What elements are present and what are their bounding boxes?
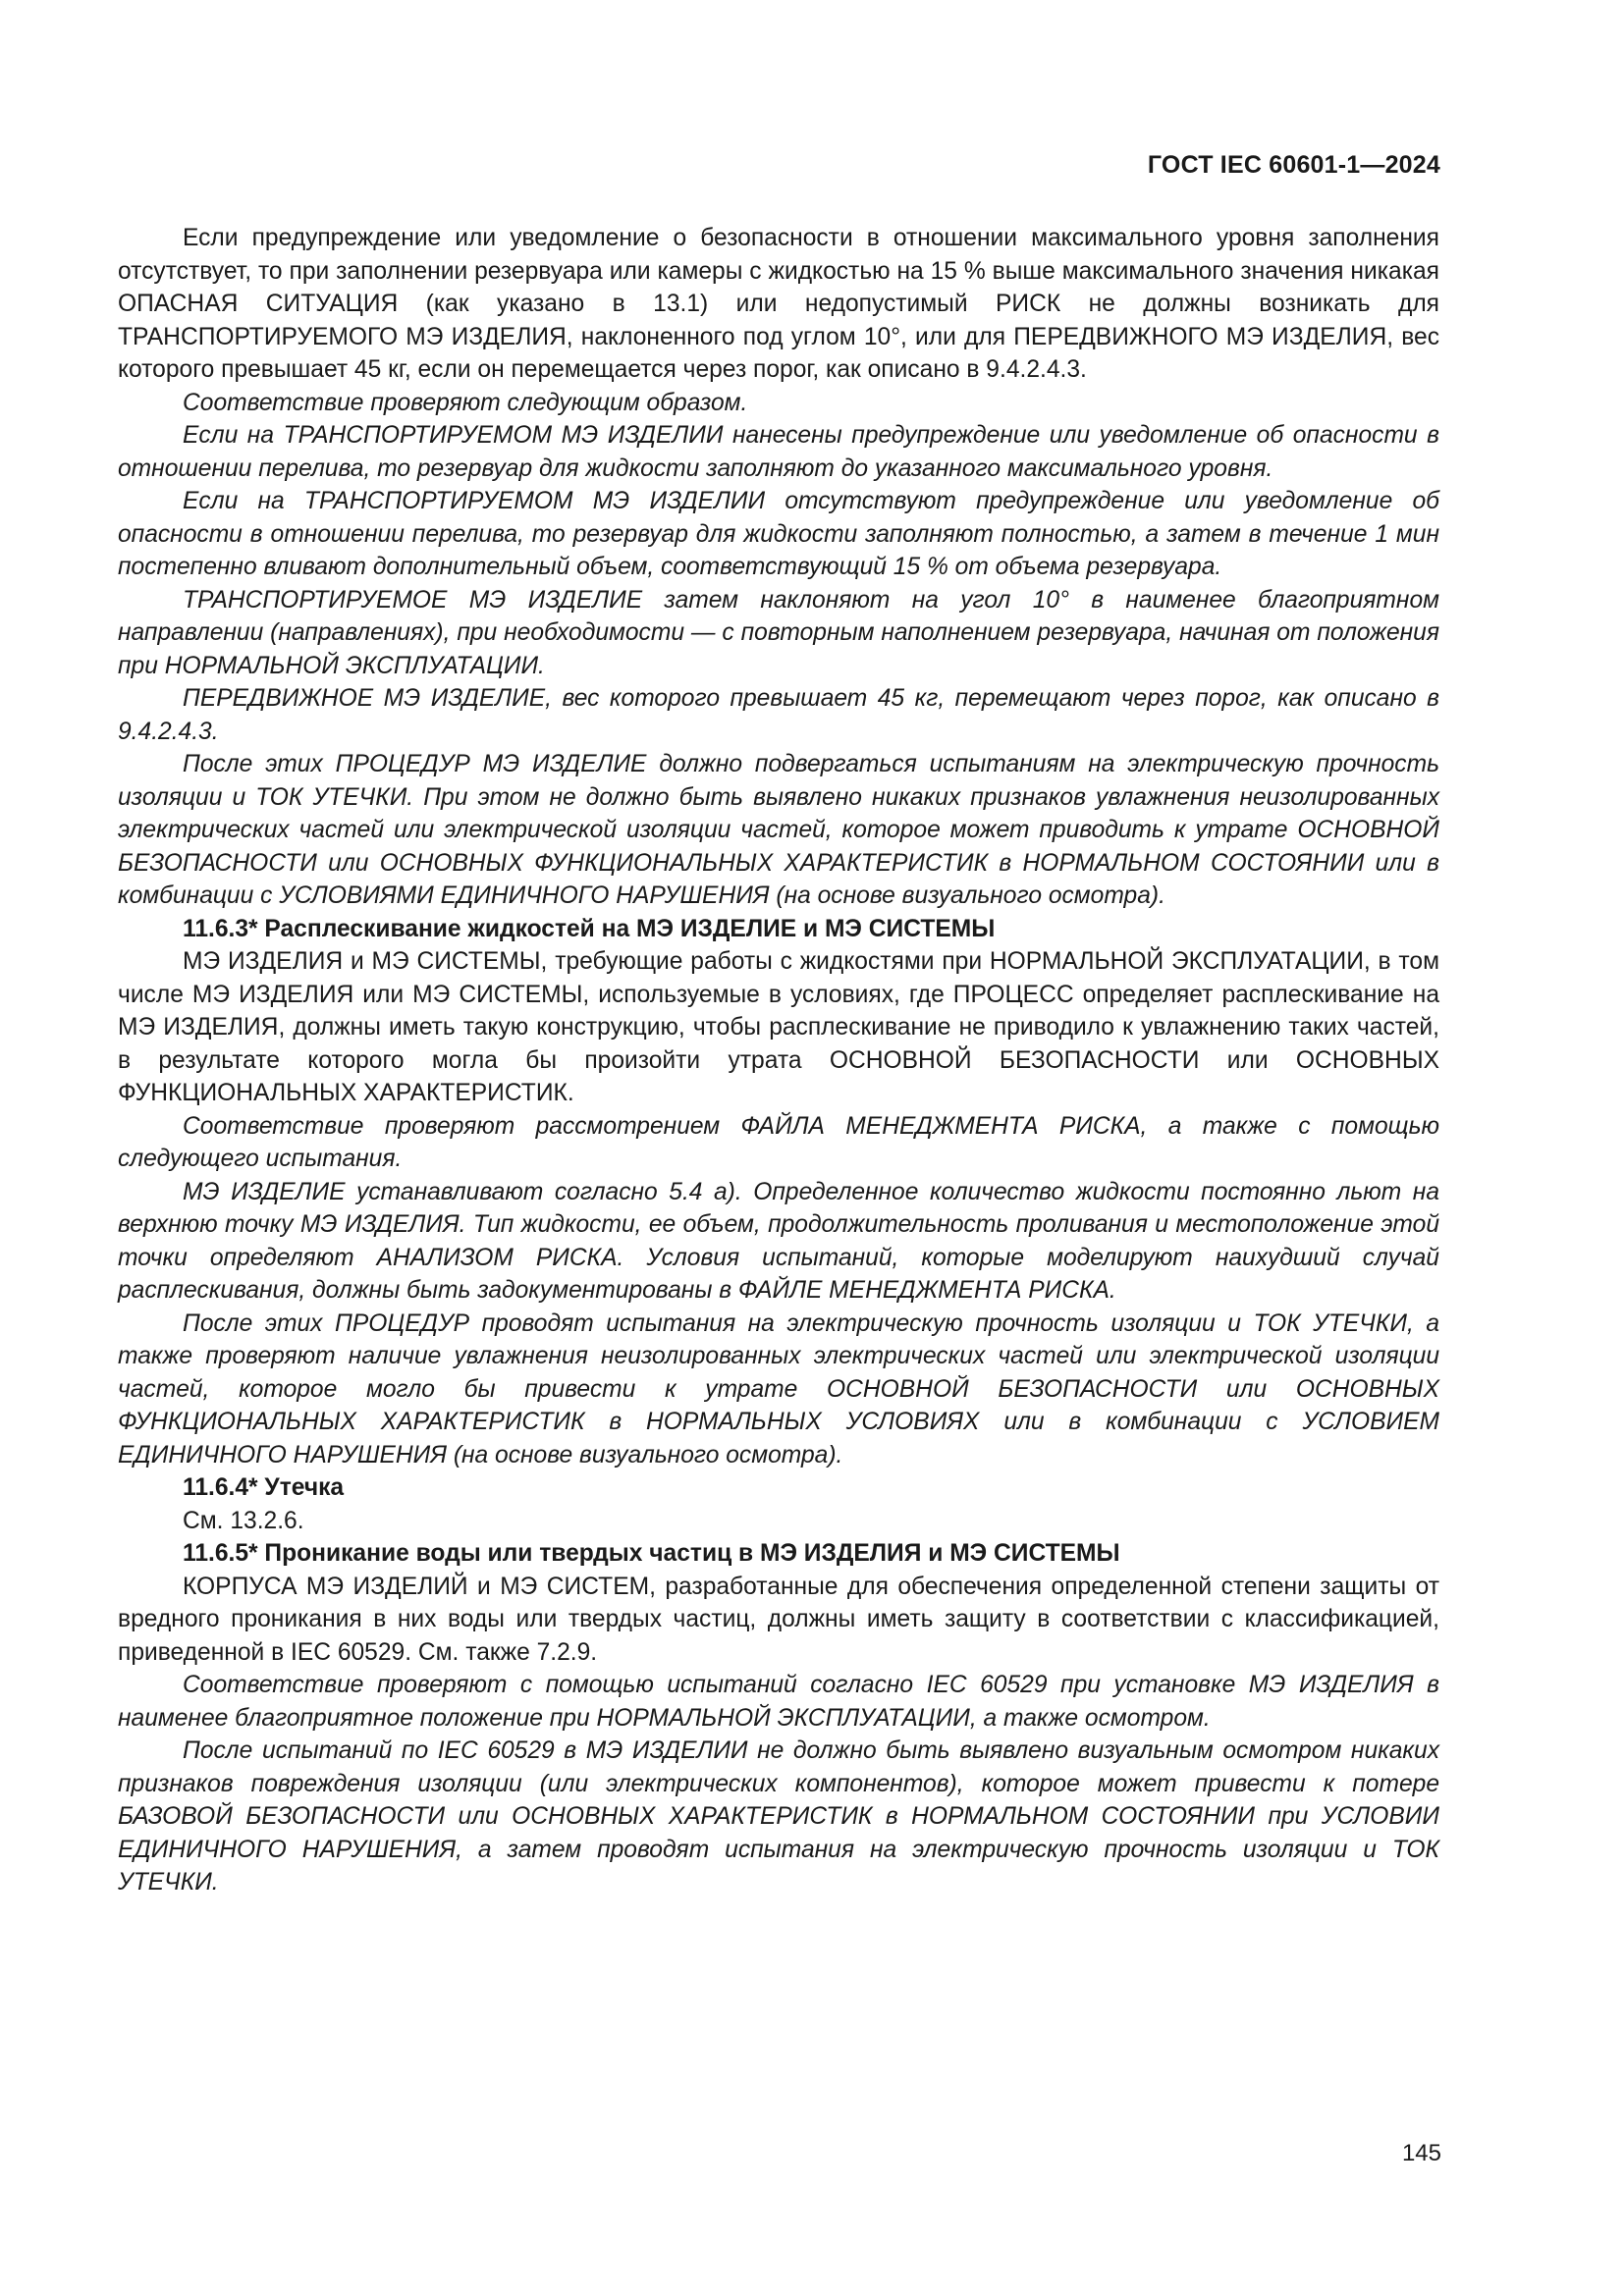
page-number: 145	[1401, 2140, 1441, 2166]
test-paragraph: После этих ПРОЦЕДУР МЭ ИЗДЕЛИЕ должно подвергаться испытаниям на электрическую прочность изоляции и ТОК УТЕЧКИ. При этом не должно быть выявлено никаких признаков увлажнения неизолированных электрических частей или электрической изоляции частей, которое может приводить к утрате ОСНОВНОЙ БЕЗОПАСНОСТИ или ОСНОВНЫХ ФУНКЦИОНАЛЬНЫХ ХАРАКТЕРИСТИК в НОРМАЛЬНОМ СОСТОЯНИИ или в комбинации с УСЛОВИЯМИ ЕДИНИЧНОГО НАРУШЕНИЯ (на основе визуального осмотра).	[118, 751, 1439, 909]
test-paragraph: После этих ПРОЦЕДУР проводят испытания на электрическую прочность изоляции и ТОК УТЕЧКИ, а также проверяют наличие увлажнения неизолированных электрических частей или электрической изоляции частей, которое могло бы привести к утрате ОСНОВНОЙ БЕЗОПАСНОСТИ или ОСНОВНЫХ ФУНКЦИОНАЛЬНЫХ ХАРАКТЕРИСТИК в НОРМАЛЬНЫХ УСЛОВИЯХ или в комбинации с УСЛОВИЕМ ЕДИНИЧНОГО НАРУШЕНИЯ (на основе визуального осмотра).	[118, 1309, 1439, 1468]
section-heading-11-6-3: 11.6.3* Расплескивание жидкостей на МЭ ИЗДЕЛИЕ и МЭ СИСТЕМЫ	[183, 915, 996, 942]
test-paragraph: Если на ТРАНСПОРТИРУЕМОМ МЭ ИЗДЕЛИИ отсутствуют предупреждение или уведомление об опасности в отношении перелива, то резервуар для жидкости заполняют полностью, а затем в течение 1 мин постепенно вливают дополнительный объем, соответствующий 15 % от объема резервуара.	[118, 488, 1439, 580]
compliance-note: Соответствие проверяют с помощью испытаний согласно IEC 60529 при установке МЭ ИЗДЕЛИЯ в наименее благоприятное положение при НОРМАЛЬНОЙ ЭКСПЛУАТАЦИИ, а также осмотром.	[118, 1672, 1439, 1732]
section-heading-11-6-5: 11.6.5* Проникание воды или твердых частиц в МЭ ИЗДЕЛИЯ и МЭ СИСТЕМЫ	[183, 1540, 1120, 1567]
section-heading-11-6-4: 11.6.4* Утечка	[183, 1474, 345, 1501]
paragraph: МЭ ИЗДЕЛИЯ и МЭ СИСТЕМЫ, требующие работы с жидкостями при НОРМАЛЬНОЙ ЭКСПЛУАТАЦИИ, в том числе МЭ ИЗДЕЛИЯ или МЭ СИСТЕМЫ, используемые в условиях, где ПРОЦЕСС определяет расплескивание на МЭ ИЗДЕЛИЯ, должны иметь такую конструкцию, чтобы расплескивание не приводило к увлажнению таких частей, в результате которого могла бы произойти утрата ОСНОВНОЙ БЕЗОПАСНОСТИ или ОСНОВНЫХ ФУНКЦИОНАЛЬНЫХ ХАРАКТЕРИСТИК.	[118, 948, 1439, 1106]
compliance-note: Соответствие проверяют рассмотрением ФАЙЛА МЕНЕДЖМЕНТА РИСКА, а также с помощью следующего испытания.	[118, 1112, 1439, 1172]
document-body	[118, 222, 1439, 1899]
test-paragraph: Если на ТРАНСПОРТИРУЕМОМ МЭ ИЗДЕЛИИ нанесены предупреждение или уведомление об опасности в отношении перелива, то резервуар для жидкости заполняют до указанного максимального уровня.	[118, 422, 1439, 482]
cross-reference: См. 13.2.6.	[183, 1507, 304, 1534]
paragraph: КОРПУСА МЭ ИЗДЕЛИЙ и МЭ СИСТЕМ, разработанные для обеспечения определенной степени защиты от вредного проникания в них воды или твердых частиц, должны иметь защиту в соответствии с классификацией, приведенной в IEC 60529. См. также 7.2.9.	[118, 1573, 1439, 1666]
test-paragraph: ПЕРЕДВИЖНОЕ МЭ ИЗДЕЛИЕ, вес которого превышает 45 кг, перемещают через порог, как описано в 9.4.2.4.3.	[118, 685, 1439, 745]
test-paragraph: После испытаний по IEC 60529 в МЭ ИЗДЕЛИИ не должно быть выявлено визуальным осмотром никаких признаков повреждения изоляции (или электрических компонентов), которое может привести к потере БАЗОВОЙ БЕЗОПАСНОСТИ или ОСНОВНЫХ ХАРАКТЕРИСТИК в НОРМАЛЬНОМ СОСТОЯНИИ при УСЛОВИИ ЕДИНИЧНОГО НАРУШЕНИЯ, а затем проводят испытания на электрическую прочность изоляции и ТОК УТЕЧКИ.	[118, 1737, 1439, 1896]
compliance-note: Соответствие проверяют следующим образом.	[183, 389, 748, 416]
document-code-header: ГОСТ IEC 60601-1—2024	[1147, 151, 1440, 179]
test-paragraph: МЭ ИЗДЕЛИЕ устанавливают согласно 5.4 а). Определенное количество жидкости постоянно льют на верхнюю точку МЭ ИЗДЕЛИЯ. Тип жидкости, ее объем, продолжительность проливания и местоположение этой точки определяют АНАЛИЗОМ РИСКА. Условия испытаний, которые моделируют наихудший случай расплескивания, должны быть задокументированы в ФАЙЛЕ МЕНЕДЖМЕНТА РИСКА.	[118, 1178, 1439, 1304]
paragraph: Если предупреждение или уведомление о безопасности в отношении максимального уровня заполнения отсутствует, то при заполнении резервуара или камеры с жидкостью на 15 % выше максимального значения никакая ОПАСНАЯ СИТУАЦИЯ (как указано в 13.1) или недопустимый РИСК не должны возникать для ТРАНСПОРТИРУЕМОГО МЭ ИЗДЕЛИЯ, наклоненного под углом 10°, или для ПЕРЕДВИЖНОГО МЭ ИЗДЕЛИЯ, вес которого превышает 45 кг, если он перемещается через порог, как описано в 9.4.2.4.3.	[118, 225, 1439, 383]
test-paragraph: ТРАНСПОРТИРУЕМОЕ МЭ ИЗДЕЛИЕ затем наклоняют на угол 10° в наименее благоприятном направлении (направлениях), при необходимости — с повторным наполнением резервуара, начиная от положения при НОРМАЛЬНОЙ ЭКСПЛУАТАЦИИ.	[118, 586, 1439, 679]
